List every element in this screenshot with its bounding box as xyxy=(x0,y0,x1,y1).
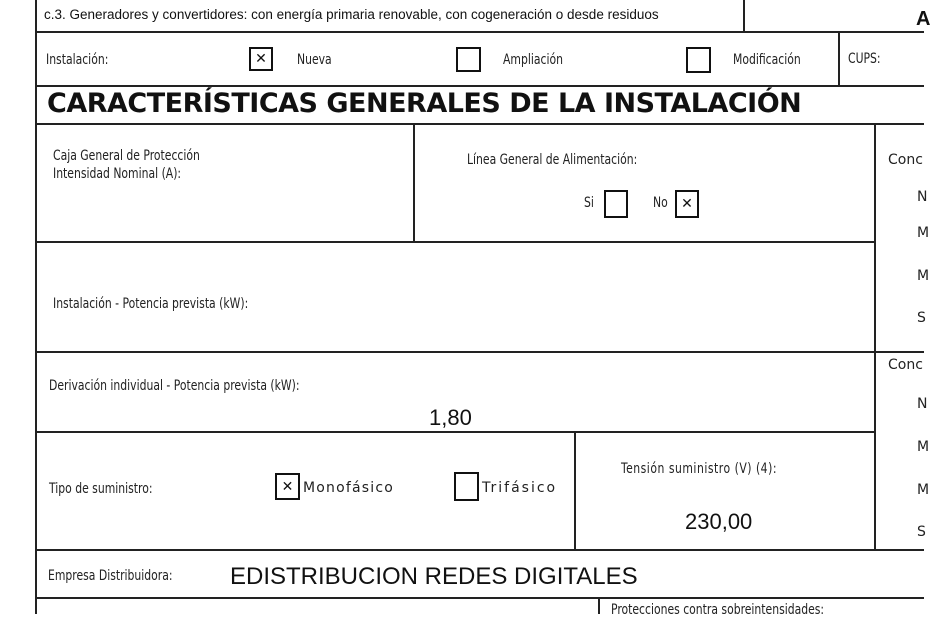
empresa-value: EDISTRIBUCION REDES DIGITALES xyxy=(230,563,638,590)
divider-header xyxy=(743,0,745,33)
divider-tension xyxy=(574,432,576,550)
lga-si-label: Si xyxy=(584,195,594,211)
right-group1-letter-2: M xyxy=(917,225,930,241)
right-group1-letter-4: S xyxy=(917,310,926,326)
section-title: CARACTERÍSTICAS GENERALES DE LA INSTALACIÓN xyxy=(47,88,802,119)
cups-label: CUPS: xyxy=(848,51,881,67)
right-group1-letter-1: N xyxy=(917,189,928,205)
lga-si-checkbox[interactable] xyxy=(604,190,628,218)
rule-empresa-bottom xyxy=(35,597,924,599)
right-group2-letter-2: M xyxy=(917,439,930,455)
border-left xyxy=(35,0,37,614)
right-group1-letter-3: M xyxy=(917,268,930,284)
divider-cgp-lga xyxy=(413,124,415,242)
trifasico-label: Trifásico xyxy=(482,480,558,496)
nueva-label: Nueva xyxy=(297,52,332,68)
tension-value: 230,00 xyxy=(685,509,753,534)
divider-protecciones xyxy=(598,598,600,614)
right-group1-title: Conc xyxy=(888,152,923,168)
rule-derivacion-bottom xyxy=(35,431,874,433)
header-section-title: c.3. Generadores y convertidores: con energía primaria renovable, con cogeneración o desde residuos xyxy=(44,7,659,22)
derivacion-label: Derivación individual - Potencia prevista (kW): xyxy=(49,378,300,394)
suministro-label: Tipo de suministro: xyxy=(49,481,153,497)
ampliacion-checkbox[interactable] xyxy=(456,47,481,72)
right-group2-title: Conc xyxy=(888,357,923,373)
right-group2-letter-1: N xyxy=(917,396,928,412)
monofasico-checkbox[interactable] xyxy=(275,473,300,500)
modificacion-checkbox[interactable] xyxy=(686,47,711,73)
divider-right-column xyxy=(874,124,876,550)
modificacion-label: Modificación xyxy=(733,52,801,68)
cgp-line1: Caja General de Protección xyxy=(53,148,200,164)
lga-no-checkbox[interactable] xyxy=(675,190,699,218)
trifasico-checkbox[interactable] xyxy=(454,472,479,501)
rule-title-bottom xyxy=(35,123,924,125)
lga-label: Línea General de Alimentación: xyxy=(467,152,638,168)
rule-cgp-bottom xyxy=(35,241,874,243)
empresa-label: Empresa Distribuidora: xyxy=(48,568,173,584)
rule-header-bottom xyxy=(35,31,924,33)
tension-label: Tensión suministro (V) (4): xyxy=(621,461,778,477)
derivacion-value: 1,80 xyxy=(429,405,472,430)
divider-cups xyxy=(838,33,840,86)
monofasico-label: Monofásico xyxy=(303,480,395,496)
cgp-line2: Intensidad Nominal (A): xyxy=(53,166,182,182)
potencia-instalacion-label: Instalación - Potencia prevista (kW): xyxy=(53,296,249,312)
nueva-checkbox[interactable] xyxy=(249,47,273,71)
rule-instalacion-bottom xyxy=(35,85,924,87)
protecciones-label: Protecciones contra sobreintensidades: xyxy=(611,602,825,618)
right-group2-letter-4: S xyxy=(917,524,926,540)
right-group2-letter-3: M xyxy=(917,482,930,498)
rule-suministro-bottom xyxy=(35,549,924,551)
ampliacion-label: Ampliación xyxy=(503,52,563,68)
header-right-letter: A xyxy=(916,8,930,30)
instalacion-label: Instalación: xyxy=(46,52,109,68)
lga-no-label: No xyxy=(653,195,668,211)
rule-potencia-bottom xyxy=(35,351,924,353)
